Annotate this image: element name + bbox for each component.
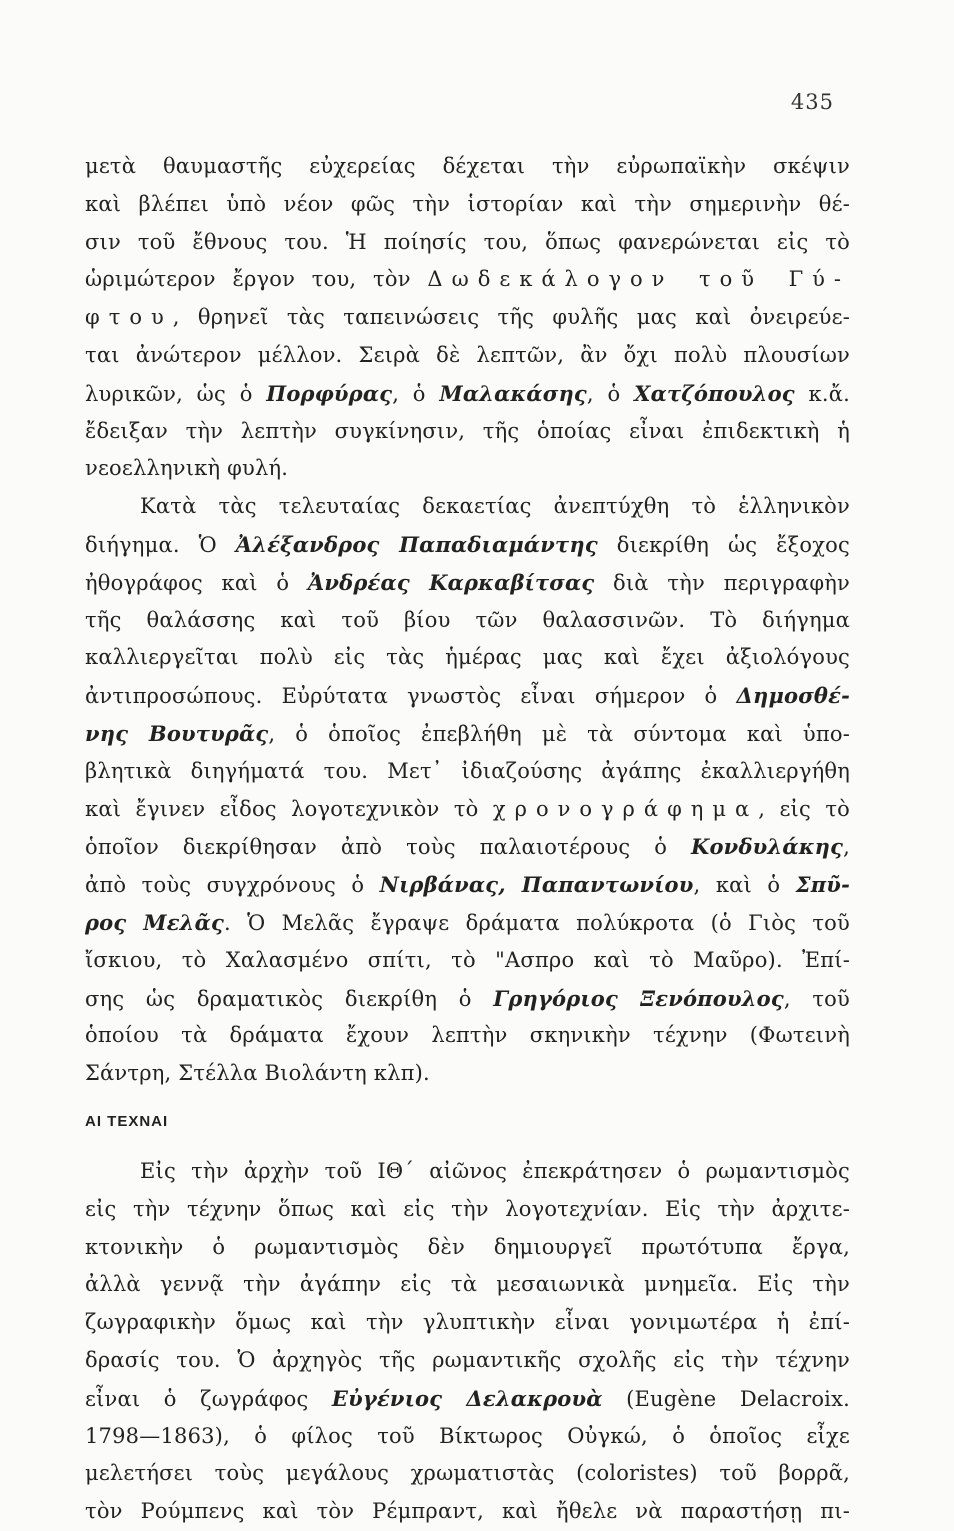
text-run: ζωγραφικὴν ὅμως καὶ τὴν γλυπτικὴν εἶναι γονιμωτέρα ἡ ἐπί-	[85, 1310, 850, 1335]
text-run: μετὰ θαυμαστῆς εὐχερείας δέχεται τὴν εὐρωπαϊκὴν σκέψιν	[85, 154, 850, 178]
text-run: δρασίς του. Ὁ ἀρχηγὸς τῆς ρωμαντικῆς σχολῆς εἰς τὴν τέχνην	[85, 1347, 850, 1372]
emphasized-name: Εὐγένιος Δελακρουὰ	[331, 1385, 603, 1411]
text-line	[85, 1380, 850, 1418]
text-line	[85, 904, 850, 942]
text-run: , θρηνεῖ τὰς ταπεινώσεις τῆς φυλῆς μας καὶ ὀνειρεύε-	[172, 305, 850, 330]
emphasized-name: Ἀλέξανδρος Παπαδιαμάντης	[235, 531, 598, 557]
text-run: διὰ τὴν περιγραφὴν	[594, 570, 850, 595]
text-run: ἔδειξαν τὴν λεπτὴν συγκίνησιν, τῆς ὁποίας εἶναι ἐπιδεκτικὴ ἡ	[85, 418, 850, 443]
text-line	[85, 337, 850, 375]
text-run: σιν τοῦ ἔθνους του. Ἡ ποίησίς του, ὅπως φανερώνεται εἰς τὸ	[85, 229, 850, 254]
text-line	[85, 413, 850, 451]
text-run: διεκρίθη ὡς ἔξοχος	[597, 532, 850, 557]
text-line	[85, 261, 850, 299]
emphasized-name: Ἀνδρέας Καρκαβίτσας	[307, 569, 595, 595]
spaced-title: φτου	[85, 305, 173, 330]
text-line	[85, 677, 850, 715]
text-run: ἀντιπροσώπους. Εὐρύτατα γνωστὸς εἶναι σήμερον ὁ	[85, 684, 737, 709]
text-line	[85, 866, 850, 904]
text-line	[85, 602, 850, 640]
text-line	[85, 148, 850, 186]
text-run: εἰς τὴν τέχνην ὅπως καὶ εἰς τὴν λογοτεχνίαν. Εἰς τὴν ἀρχιτε-	[85, 1196, 850, 1221]
emphasized-name: Δημοσθέ-	[736, 683, 850, 709]
text-run: διήγημα. Ὁ	[85, 532, 236, 557]
emphasized-name: ρος Μελᾶς	[85, 909, 224, 935]
page-number: 435	[790, 90, 834, 114]
text-line	[85, 753, 850, 791]
text-line	[85, 1153, 850, 1191]
text-line	[85, 299, 850, 337]
text-run: σης ὡς δραματικὸς διεκρίθη ὁ	[85, 986, 494, 1011]
text-run: Κατὰ τὰς τελευταίας δεκαετίας ἀνεπτύχθη τὸ ἑλληνικὸν	[140, 494, 850, 519]
text-run: καὶ ἔγινεν εἶδος λογοτεχνικὸν τὸ	[85, 796, 493, 821]
text-line	[85, 1017, 850, 1055]
text-run: Εἰς τὴν ἀρχὴν τοῦ ΙΘ΄ αἰῶνος ἐπεκράτησεν ὁ ρωμαντισμὸς	[140, 1158, 850, 1183]
text-line	[85, 1266, 850, 1304]
text-line	[85, 564, 850, 602]
spaced-title: Δωδεκάλογον τοῦ Γύ-	[427, 267, 850, 292]
text-run: Σάντρη, Στέλλα Βιολάντη κλπ).	[85, 1061, 430, 1086]
text-line	[85, 450, 850, 488]
text-run: ται ἀνώτερον μέλλον. Σειρὰ δὲ λεπτῶν, ἂν ὄχι πολὺ πλουσίων	[85, 342, 850, 367]
text-run: ὁποῖον διεκρίθησαν ἀπὸ τοὺς παλαιοτέρους ὁ	[85, 835, 692, 860]
text-run: ὁποίου τὰ δράματα ἔχουν λεπτὴν σκηνικὴν τέχνην (Φωτεινὴ	[85, 1023, 850, 1048]
text-run: ,	[843, 835, 850, 860]
section-heading: ΑΙ ΤΕΧΝΑΙ	[85, 1112, 169, 1130]
text-line	[85, 1455, 850, 1493]
text-run: μελετήσει τοὺς μεγάλους χρωματιστὰς (coloristes) τοῦ βορρᾶ,	[85, 1461, 850, 1486]
text-run: ἠθογράφος καὶ ὁ	[85, 570, 308, 595]
text-run: κτονικὴν ὁ ρωμαντισμὸς δὲν δημιουργεῖ πρωτότυπα ἔργα,	[85, 1234, 850, 1259]
text-run: , καὶ ὁ	[693, 873, 796, 898]
emphasized-name: Σπῦ-	[795, 872, 850, 898]
text-line	[85, 942, 850, 980]
text-line	[85, 1055, 850, 1093]
emphasized-name: Νιρβάνας, Παπαντωνίου	[379, 872, 694, 898]
text-line	[85, 186, 850, 224]
text-line	[85, 1418, 850, 1456]
text-line	[85, 375, 850, 413]
text-line	[85, 224, 850, 262]
text-run: κ.ἄ.	[794, 381, 850, 406]
text-line	[85, 828, 850, 866]
emphasized-name: νης Βουτυρᾶς	[85, 720, 269, 746]
text-run: , ὁ	[392, 381, 440, 406]
emphasized-name: Πορφύρας	[266, 380, 393, 406]
emphasized-name: Χατζόπουλος	[634, 380, 795, 406]
text-line	[85, 715, 850, 753]
text-run: ἴσκιου, τὸ Χαλασμένο σπίτι, τὸ "Ασπρο καὶ τὸ Μαῦρο). Ἐπί-	[85, 947, 850, 972]
emphasized-name: Κονδυλάκης	[691, 834, 844, 860]
text-run: ὡριμώτερον ἔργον του, τὸν	[85, 267, 428, 292]
text-line	[85, 1191, 850, 1229]
text-run: βλητικὰ διηγήματά του. Μετ᾽ ἰδιαζούσης ἀγάπης ἐκαλλιεργήθη	[85, 758, 850, 783]
text-run: καλλιεργεῖται πολὺ εἰς τὰς ἡμέρας μας καὶ ἔχει ἀξιολόγους	[85, 645, 850, 670]
text-run: , εἰς τὸ	[758, 796, 850, 821]
text-line	[85, 1229, 850, 1267]
text-line	[85, 1342, 850, 1380]
text-line	[85, 1493, 850, 1531]
spaced-title: χρονογράφημα	[492, 796, 759, 821]
text-line	[85, 1304, 850, 1342]
text-run: λυρικῶν, ὡς ὁ	[85, 381, 267, 406]
text-run: 1798—1863), ὁ φίλος τοῦ Βίκτωρος Οὐγκώ, ὁ ὁποῖος εἶχε	[85, 1423, 850, 1448]
text-line	[85, 980, 850, 1018]
text-run: . Ὁ Μελᾶς ἔγραψε δράματα πολύκροτα (ὁ Γιὸς τοῦ	[223, 910, 850, 935]
emphasized-name: Μαλακάσης	[439, 380, 587, 406]
text-run: καὶ βλέπει ὑπὸ νέον φῶς τὴν ἱστορίαν καὶ τὴν σημερινὴν θέ-	[85, 191, 850, 216]
body-text	[85, 148, 850, 1531]
text-line	[85, 488, 850, 526]
text-line	[85, 791, 850, 829]
text-run: , ὁ ὁποῖος ἐπεβλήθη μὲ τὰ σύντομα καὶ ὑπο-	[268, 721, 850, 746]
emphasized-name: Γρηγόριος Ξενόπουλος	[493, 985, 784, 1011]
text-run: , τοῦ	[783, 986, 850, 1011]
text-run: (Eugène Delacroix.	[602, 1386, 850, 1411]
text-run: νεοελληνικὴ φυλή.	[85, 456, 289, 481]
text-line	[85, 526, 850, 564]
text-run: , ὁ	[586, 381, 635, 406]
text-run: ἀλλὰ γεννᾷ τὴν ἀγάπην εἰς τὰ μεσαιωνικὰ μνημεῖα. Εἰς τὴν	[85, 1272, 850, 1297]
text-line	[85, 639, 850, 677]
text-run: εἶναι ὁ ζωγράφος	[85, 1386, 332, 1411]
text-run: ἀπὸ τοὺς συγχρόνους ὁ	[85, 873, 380, 898]
text-run: τὸν Ρούμπενς καὶ τὸν Ρέμπραντ, καὶ ἤθελε νὰ παραστήσῃ πι-	[85, 1499, 850, 1524]
text-run: τῆς θαλάσσης καὶ τοῦ βίου τῶν θαλασσινῶν. Τὸ διήγημα	[85, 607, 850, 632]
